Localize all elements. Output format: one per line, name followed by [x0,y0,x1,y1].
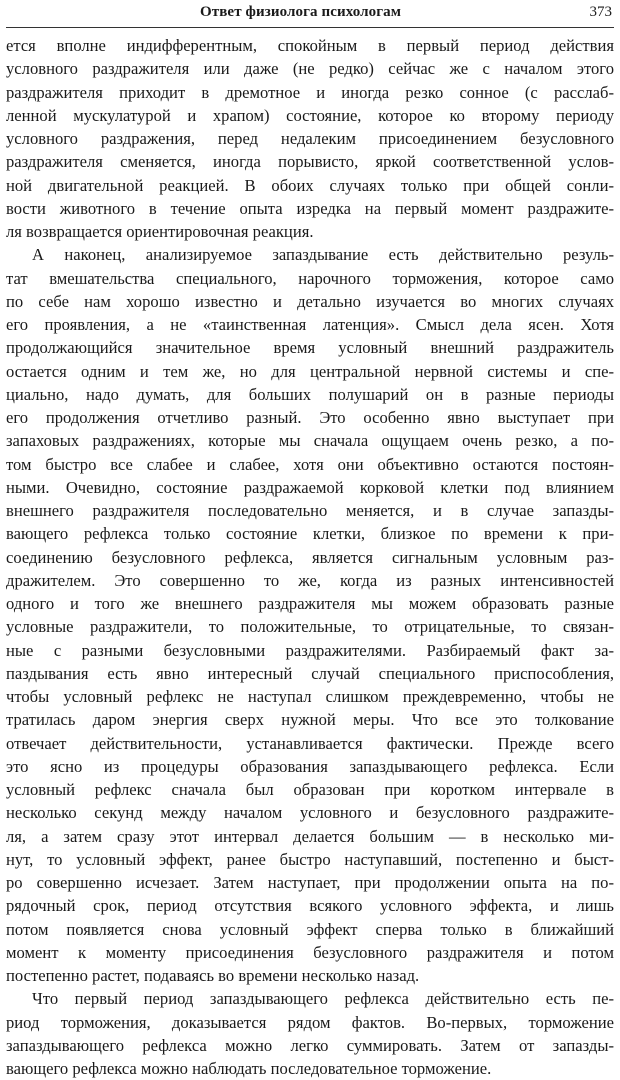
text-line: одного и того же внешнего раздражителя мы можем образовать разные [6,594,614,613]
text-line: условные раздражители, то положительные, то отрицательные, то связан- [6,617,614,637]
text-line: его продолжения отчетливо разный. Это особенно явно выступает при [6,408,614,427]
text-line: условного раздражителя или даже (не редко) сейчас же с началом этого [6,59,614,79]
text-line: постепенно растет, подаваясь во времени несколько назад. [6,966,420,985]
text-line: риод торможения, доказывается рядом фактов. Во-первых, торможение [6,1012,614,1032]
text-line: внешнего раздражителя последовательно меняется, и в случае запазды- [6,501,614,520]
text-line: вающего рефлекса можно наблюдать последовательное торможение. [6,1059,492,1078]
text-line: ной двигательной реакцией. В обоих случаях только при общей сонли- [6,175,614,195]
body-text [6,34,614,1080]
text-line: дражителем. Это совершенно то же, когда из разных интенсивностей [6,570,614,590]
text-line: условного раздражения, перед недалеким присоединением безусловного [6,129,614,148]
text-line: тат вмешательства специального, нарочного торможения, которое само [6,268,614,288]
text-line: рядочный срок, период отсутствия всякого условного эффекта, и лишь [6,896,614,916]
text-line: вающего рефлекса только состояние клетки, близкое по времени к при- [6,524,614,544]
text-line: его проявления, а не «таинственная латенция». Смысл дела ясен. Хотя [6,315,614,334]
paragraph [6,34,614,243]
text-line: ется вполне индифферентным, спокойным в первый период действия [6,36,614,55]
text-line: паздывания есть явно интересный случай специального приспособления, [6,663,614,683]
page-number: 373 [589,4,612,20]
text-line: это ясно из процедуры образования запаздывающего рефлекса. Если [6,756,614,776]
text-line: отвечает действительности, устанавливается фактически. Прежде всего [6,733,614,753]
text-line: ля возвращается ориентировочная реакция. [6,222,314,241]
text-line: по себе нам хорошо известно и детально изучается во многих случаях [6,291,614,311]
text-line: нут, то условный эффект, ранее быстро наступавший, постепенно и быст- [6,849,614,869]
text-line: условный рефлекс сначала был образован при коротком интервале в [6,780,614,799]
text-line: Что первый период запаздывающего рефлекса действительно есть пе- [32,989,614,1009]
text-line: продолжающийся значительное время условный внешний раздражитель [6,338,614,358]
text-line: запаховых раздражениях, которые мы сначала ощущаем очень резко, а по- [6,431,614,451]
text-line: ля, а затем сразу этот интервал делается большим — в несколько ми- [6,826,614,846]
text-line: ными. Очевидно, состояние раздражаемой корковой клетки под влиянием [6,477,614,497]
text-line: вости животного в течение опыта изредка на первый момент раздражите- [6,198,614,218]
text-line: том быстро все слабее и слабее, хотя они объективно остаются постоян- [6,454,614,474]
running-title: Ответ физиолога психологам [200,4,402,20]
text-line: потом появляется снова условный эффект сперва только в ближайший [6,919,614,939]
text-line: тратилась даром энергия сверх нужной меры. Что все это толкование [6,710,614,730]
text-line: циально, надо думать, для больших полушарий он в разные периоды [6,384,614,404]
paragraph [6,987,614,1080]
text-line: раздражителя сменяется, иногда порывисто, яркой соответственной услов- [6,152,614,172]
page-header [6,0,614,28]
text-line: чтобы условный рефлекс не наступал слишком преждевременно, чтобы не [6,687,614,706]
text-line: момент к моменту присоединения безусловного раздражителя и потом [6,942,614,962]
text-line: ленной мускулатурой и храпом) состояние, которое ко второму периоду [6,105,614,125]
text-line: запаздывающего рефлекса можно легко суммировать. Затем от запазды- [6,1035,614,1055]
text-line: ные с разными безусловными раздражителями. Разбираемый факт за- [6,640,614,660]
text-line: А наконец, анализируемое запаздывание есть действительно резуль- [32,245,614,265]
text-line: ро совершенно исчезает. Затем наступает, при продолжении опыта на по- [6,873,614,892]
text-line: остается одним и тем же, но для центральной нервной системы и спе- [6,361,614,381]
text-line: несколько секунд между началом условного и безусловного раздражите- [6,803,614,823]
paragraph [6,243,614,987]
text-line: раздражителя приходит в дремотное и иногда резко сонное (с расслаб- [6,82,614,102]
text-line: соединению безусловного рефлекса, является сигнальным условным раз- [6,547,614,567]
